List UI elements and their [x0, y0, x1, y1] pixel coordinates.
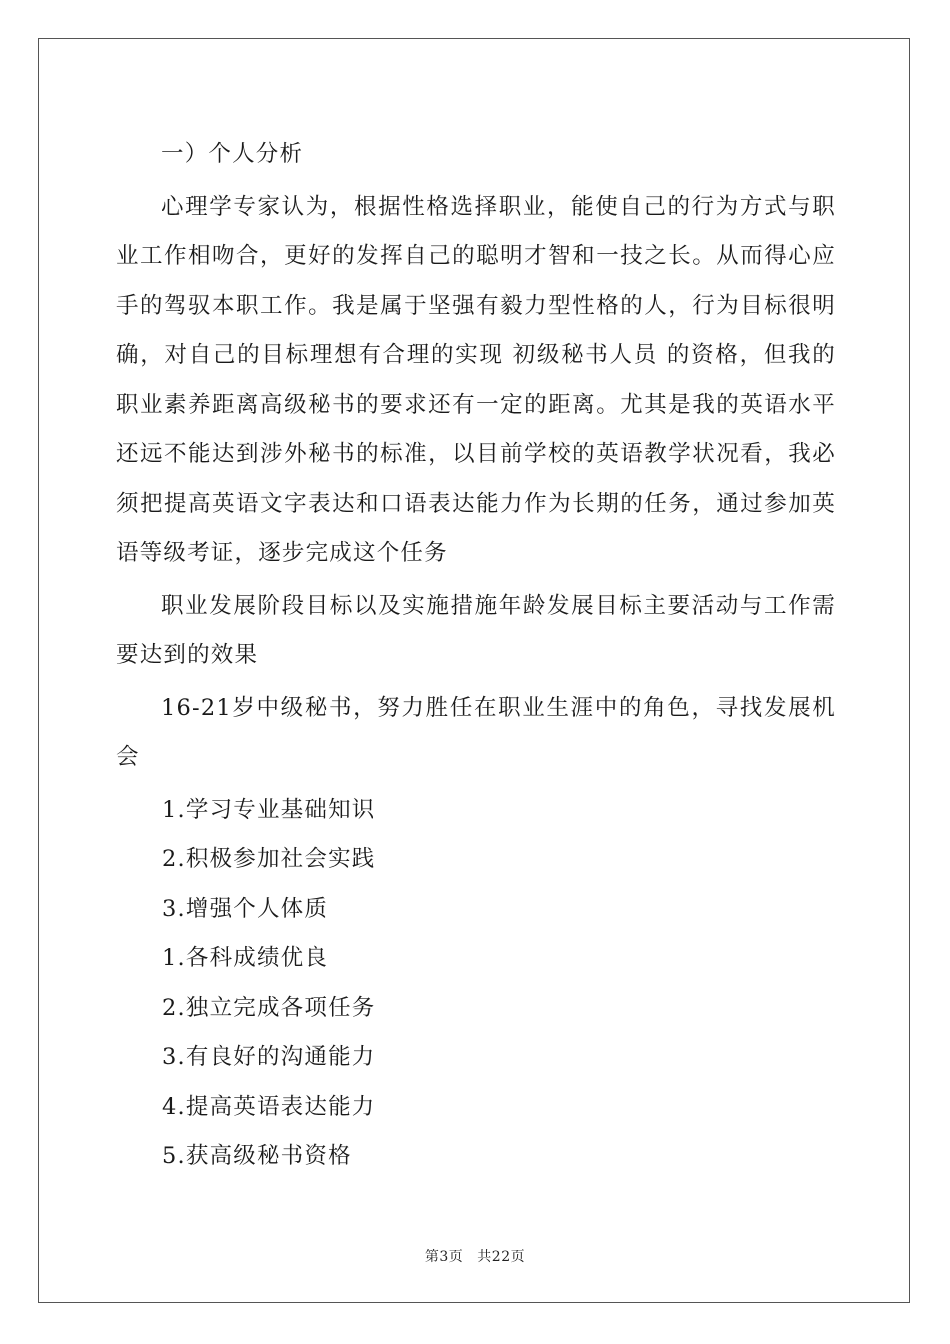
list-item: 3.增强个人体质: [162, 895, 329, 922]
list-item: 5.获高级秘书资格: [162, 1143, 352, 1169]
paragraph-career-goals: 职业发展阶段目标以及实施措施年龄发展目标主要活动与工作需要达到的效果: [116, 592, 836, 668]
list-item: 1.学习专业基础知识: [162, 796, 376, 823]
page-footer: [0, 1246, 950, 1266]
list-item: 2.积极参加社会实践: [162, 846, 376, 872]
paragraph-age-stage: 16-21岁中级秘书，努力胜任在职业生涯中的角色，寻找发展机会: [116, 694, 836, 770]
section-heading: 一）个人分析: [161, 141, 304, 167]
activity-list: [116, 786, 836, 1182]
list-item: 4.提高英语表达能力: [162, 1093, 376, 1120]
current-page-label: 第3页: [424, 1249, 464, 1265]
paragraph-personal-analysis: 心理学专家认为，根据性格选择职业，能使自己的行为方式与职业工作相吻合，更好的发挥自己的聪明才智和一技之长。从而得心应手的驾驭本职工作。我是属于坚强有毅力型性格的人，行为目标很明确，对自己的目标理想有合理的实现 初级秘书人员 的资格，但我的职业素养距离高级秘书的要求还有一定的距离。尤其是我的英语水平还远不能达到涉外秘书的标准，以目前学校的英语教学状况看，我必须把提高英语文字表达和口语表达能力作为长期的任务，通过参加英语等级考证，逐步完成这个任务: [116, 193, 836, 566]
list-item: 3.有良好的沟通能力: [162, 1044, 376, 1070]
list-item: 1.各科成绩优良: [162, 945, 329, 971]
document-body: [116, 130, 836, 1182]
total-pages-label: 共22页: [477, 1249, 526, 1265]
list-item: 2.独立完成各项任务: [162, 994, 376, 1021]
